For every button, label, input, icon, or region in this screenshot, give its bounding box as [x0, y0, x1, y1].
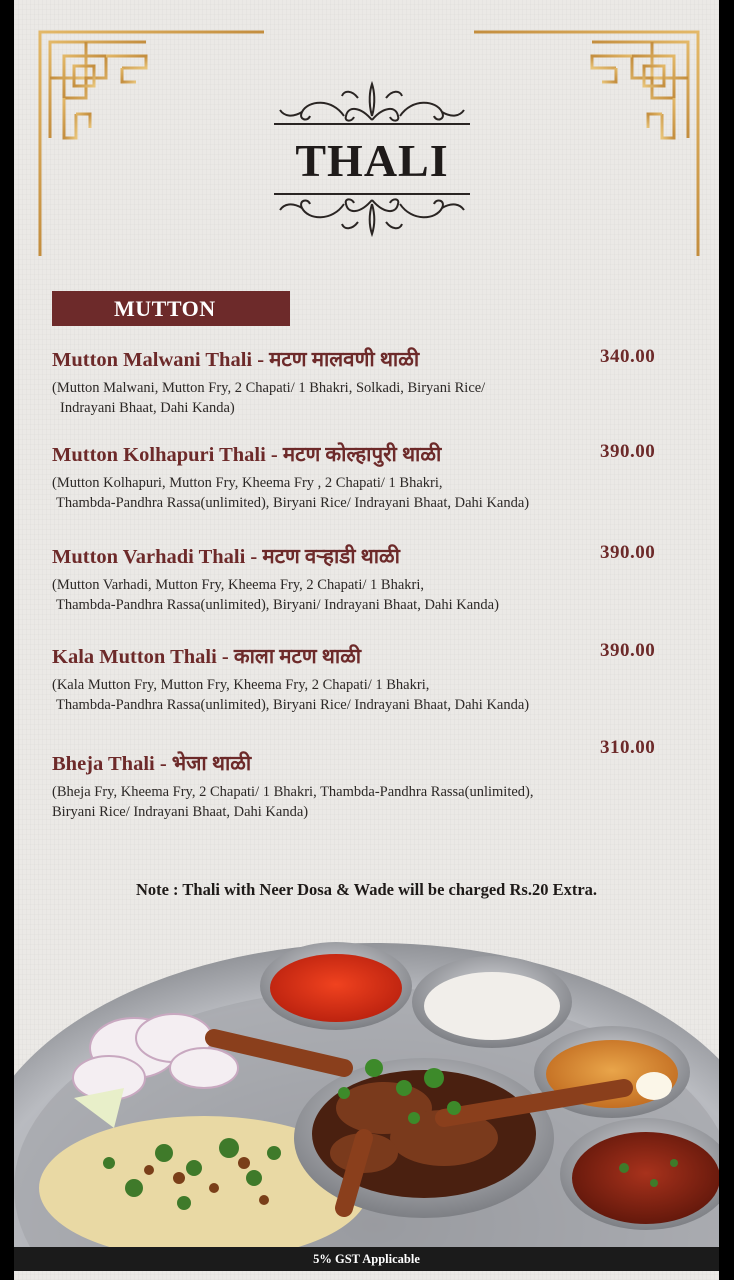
item-description-line-2: Thambda-Pandhra Rassa(unlimited), Biryani Rice/ Indrayani Bhaat, Dahi Kanda) [56, 494, 530, 511]
item-name: Mutton Varhadi Thali - मटण वऱ्हाडी थाळी [52, 546, 400, 568]
item-description [52, 783, 692, 822]
extra-charge-note: Note : Thali with Neer Dosa & Wade will be charged Rs.20 Extra. [135, 880, 598, 899]
gold-corner-ornament-left [36, 28, 266, 258]
section-label: MUTTON [114, 296, 216, 321]
item-description-line-1: (Mutton Kolhapuri, Mutton Fry, Kheema Fry , 2 Chapati/ 1 Bhakri, [52, 475, 443, 491]
menu-item-mutton-malwani-thali [52, 345, 692, 418]
section-header-mutton [52, 291, 290, 326]
menu-page [14, 0, 719, 1280]
menu-item-mutton-kolhapuri-thali [52, 440, 692, 513]
item-price: 390.00 [600, 441, 656, 462]
gold-corner-ornament-right [472, 28, 702, 258]
item-description-line-2: Indrayani Bhaat, Dahi Kanda) [60, 399, 235, 416]
item-description [52, 676, 692, 715]
menu-item-bheja-thali [52, 737, 692, 822]
item-description-line-2: Biryani Rice/ Indrayani Bhaat, Dahi Kanda) [52, 803, 309, 820]
menu-item-kala-mutton-thali [52, 642, 692, 715]
item-price: 310.00 [600, 737, 656, 758]
item-description [52, 474, 692, 513]
page-title: THALI [295, 135, 449, 186]
item-description-line-1: (Mutton Varhadi, Mutton Fry, Kheema Fry, 2 Chapati/ 1 Bhakri, [52, 577, 424, 593]
item-description [52, 379, 692, 418]
item-description-line-1: (Kala Mutton Fry, Mutton Fry, Kheema Fry, 2 Chapati/ 1 Bhakri, [52, 677, 430, 693]
item-price: 390.00 [600, 542, 656, 563]
item-description-line-1: (Bheja Fry, Kheema Fry, 2 Chapati/ 1 Bhakri, Thambda-Pandhra Rassa(unlimited), [52, 784, 534, 800]
item-description-line-1: (Mutton Malwani, Mutton Fry, 2 Chapati/ 1 Bhakri, Solkadi, Biryani Rice/ [52, 380, 486, 396]
gst-footer: 5% GST Applicable [14, 1247, 719, 1271]
item-name: Bheja Thali - भेजा थाळी [52, 753, 252, 775]
item-name: Mutton Kolhapuri Thali - मटण कोल्हापुरी थाळी [52, 444, 442, 466]
item-price: 340.00 [600, 346, 656, 367]
thali-food-photo [14, 938, 719, 1247]
item-description [52, 576, 692, 615]
item-description-line-2: Thambda-Pandhra Rassa(unlimited), Biryani/ Indrayani Bhaat, Dahi Kanda) [56, 596, 499, 613]
flourish-top-ornament [274, 76, 470, 130]
item-name: Mutton Malwani Thali - मटण मालवणी थाळी [52, 349, 420, 371]
flourish-bottom-ornament [274, 190, 470, 240]
item-price: 390.00 [600, 640, 656, 661]
item-name: Kala Mutton Thali - काला मटण थाळी [52, 646, 362, 668]
menu-item-mutton-varhadi-thali [52, 542, 692, 615]
item-description-line-2: Thambda-Pandhra Rassa(unlimited), Biryani Rice/ Indrayani Bhaat, Dahi Kanda) [56, 696, 530, 713]
